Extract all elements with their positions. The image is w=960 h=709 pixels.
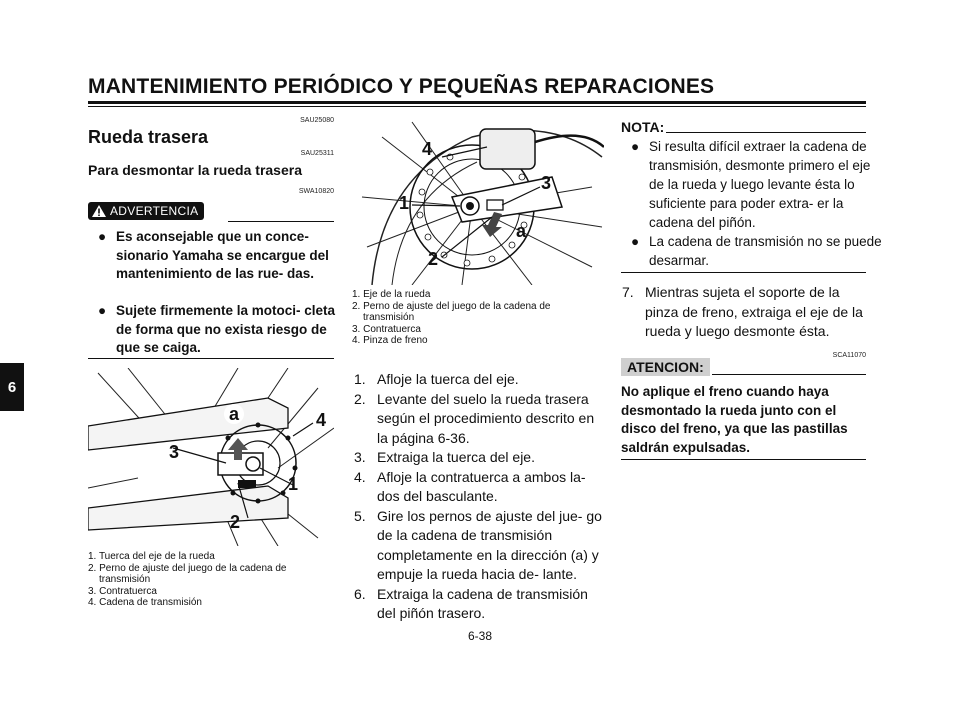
step-text: Extraiga la tuerca del eje. (377, 449, 535, 465)
step-number: 2. (354, 390, 366, 407)
caption-line: 4. Cadena de transmisión (88, 597, 202, 608)
step-text: Levante del suelo la rueda trasera según el procedimiento descrito en la página 6-36. (377, 390, 595, 446)
note-item-text: Si resulta difícil extraer la cadena de transmisión, desmonte primero el eje de la rueda y luego levante ésta lo suficiente para poder extra- er la cadena del piñón. (649, 139, 871, 230)
caption-line: transmisión (363, 312, 415, 323)
caption-line: transmisión (99, 574, 151, 585)
procedure-step (354, 370, 602, 390)
figure-label: 4 (422, 139, 433, 159)
step-text: Gire los pernos de ajuste del jue- go de la cadena de transmisión completamente en la dirección (a) y empuje la rueda hacia de- lante. (377, 507, 602, 582)
figure-label: 2 (428, 249, 439, 269)
caution-label: ATENCION: (621, 358, 710, 376)
warning-rule (228, 221, 334, 222)
step-text: Extraiga la cadena de transmisión del piñón trasero. (377, 585, 588, 621)
caution-end-rule (621, 459, 866, 460)
procedure-step (354, 390, 602, 449)
procedure-step (354, 448, 602, 468)
caption-line: 1. Tuerca del eje de la rueda (88, 551, 215, 562)
figure-label: a (516, 221, 527, 241)
section-title: Rueda trasera (88, 127, 209, 147)
caption-line: 2. Perno de ajuste del juego de la cadena de (352, 300, 551, 312)
caption-line: 2. Perno de ajuste del juego de la cadena de (88, 562, 287, 574)
figure-label: 4 (316, 410, 327, 430)
procedure-step (354, 468, 602, 507)
figure-rear-wheel-drawing (352, 117, 604, 285)
subsection-code: SAU25311 (300, 150, 334, 157)
figure-label: 1 (288, 474, 299, 494)
caution-text: No aplique el freno cuando haya desmontado la rueda junto con el disco del freno, ya que las pastillas saldrán expulsadas. (621, 384, 848, 455)
procedure-steps (354, 370, 602, 624)
subsection-title: Para desmontar la rueda trasera (88, 162, 302, 178)
warning-item-text: Sujete firmemente la motoci- cleta de forma que no exista riesgo de que se caiga. (116, 303, 336, 355)
bullet-icon: ● (98, 229, 107, 244)
figure-caption-left (88, 551, 338, 609)
step-text: Mientras sujeta el soporte de la pinza de freno, extraiga el eje de la rueda y luego desmonte ésta. (645, 284, 863, 339)
note-item (631, 232, 884, 270)
figure-label: 3 (541, 173, 552, 193)
step-number: 5. (354, 507, 366, 524)
warning-item-text: Es aconsejable que un conce- sionario Yamaha se encargue del mantenimiento de las rue- das. (116, 229, 329, 281)
procedure-step-7 (622, 283, 866, 342)
bullet-icon: ● (98, 303, 107, 318)
warning-label: ADVERTENCIA (110, 204, 199, 218)
step-number: 3. (354, 449, 366, 465)
caption-line: 3. Contratuerca (88, 585, 157, 597)
warning-code: SWA10820 (298, 188, 334, 195)
step-number: 7. (622, 284, 634, 300)
caption-line: 4. Pinza de freno (352, 335, 428, 346)
note-item-text: La cadena de transmisión no se puede desarmar. (649, 234, 882, 268)
caption-line: 3. Contratuerca (352, 323, 421, 335)
procedure-step (622, 283, 866, 342)
page-title: MANTENIMIENTO PERIÓDICO Y PEQUEÑAS REPARACIONES (88, 75, 715, 98)
figure-chain-adjuster-drawing (88, 368, 334, 546)
warning-triangle-icon (92, 205, 106, 217)
header-rule-thick (88, 101, 866, 104)
warning-badge (88, 202, 204, 220)
figure-caption-middle (352, 289, 604, 347)
figure-label: 2 (230, 512, 241, 532)
caution-rule (712, 374, 866, 375)
header-rule-thin (88, 106, 866, 107)
step-number: 6. (354, 585, 366, 602)
bullet-icon: ● (631, 234, 640, 249)
chapter-tab: 6 (0, 363, 24, 411)
caution-code: SCA11070 (832, 352, 866, 359)
step-number: 1. (354, 371, 366, 387)
note-rule (666, 132, 866, 133)
procedure-step (354, 585, 602, 624)
figure-rear-wheel (352, 117, 604, 285)
figure-label: 3 (169, 442, 180, 462)
figure-chain-adjuster (88, 368, 334, 546)
section-code: SAU25080 (300, 117, 334, 124)
note-end-rule (621, 272, 866, 273)
page-number: 6-38 (467, 629, 493, 643)
warning-end-rule (88, 358, 334, 359)
step-number: 4. (354, 468, 366, 485)
warning-item (98, 228, 352, 284)
bullet-icon: ● (631, 139, 640, 154)
procedure-step (354, 507, 602, 585)
step-text: Afloje la contratuerca a ambos la- dos del basculante. (377, 468, 586, 504)
figure-label: 1 (399, 193, 410, 213)
figure-label: a (224, 404, 244, 424)
caption-line: 1. Eje de la rueda (352, 289, 431, 300)
warning-item (98, 302, 352, 358)
step-text: Afloje la tuerca del eje. (377, 371, 519, 387)
page-header (88, 74, 866, 107)
note-item (631, 137, 884, 232)
warning-header (88, 202, 204, 222)
note-label: NOTA: (621, 119, 665, 135)
